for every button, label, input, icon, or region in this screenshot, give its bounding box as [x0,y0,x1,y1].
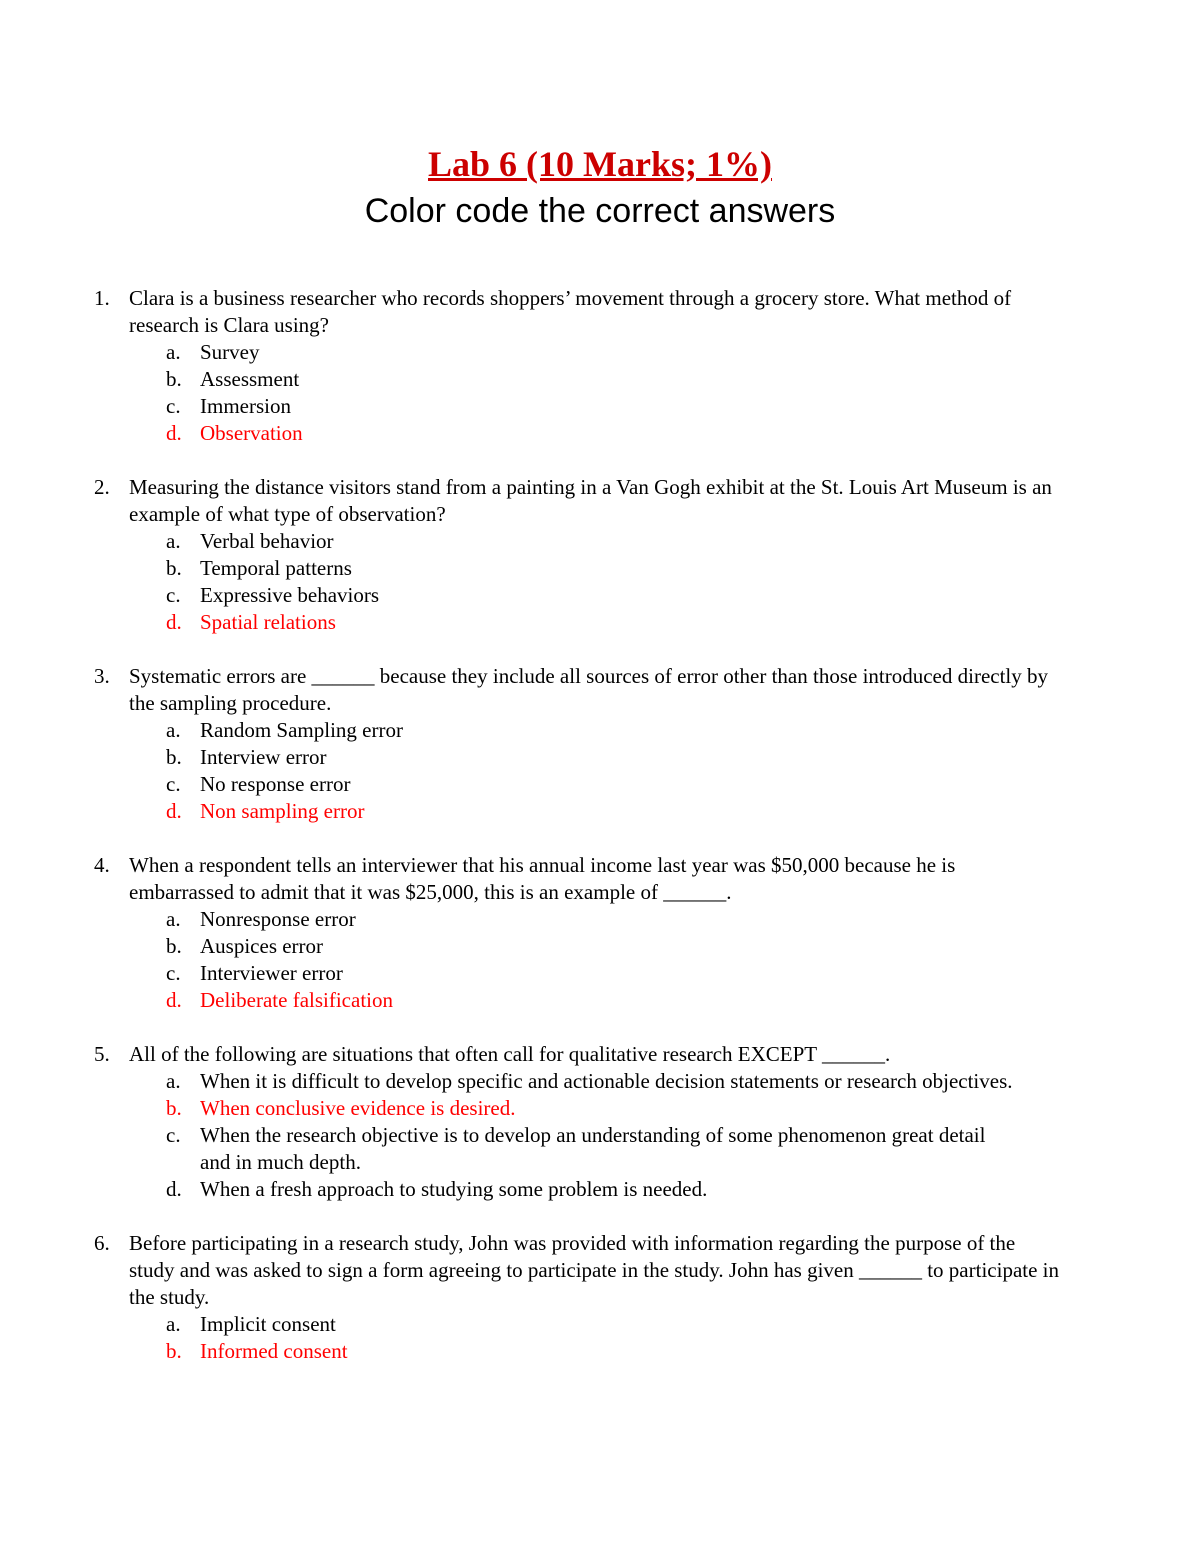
option-letter: d. [166,988,182,1012]
question-number: 6. [94,1231,110,1255]
option-letter: c. [166,394,181,418]
question-2 [0,474,1200,636]
option-a [0,1311,1200,1338]
option-text: Assessment [200,367,300,391]
question-text: Measuring the distance visitors stand from a painting in a Van Gogh exhibit at the St. Louis Art Museum is an example of what type of observation? [129,475,1052,526]
option-d-correct-answer [0,420,1200,447]
option-list [0,717,1200,825]
option-letter: a. [166,340,181,364]
option-d [0,1176,1200,1203]
option-text: Verbal behavior [200,529,334,553]
option-a [0,339,1200,366]
question-text: Clara is a business researcher who records shoppers’ movement through a grocery store. What method of research is Clara using? [129,286,1012,337]
question-list [0,285,1200,1392]
option-letter: c. [166,1123,181,1147]
question-number: 5. [94,1042,110,1066]
option-letter: a. [166,907,181,931]
option-text: Temporal patterns [200,556,352,580]
option-c [0,582,1200,609]
option-text: Interviewer error [200,961,343,985]
option-b [0,744,1200,771]
option-a [0,906,1200,933]
option-c [0,771,1200,798]
option-list [0,906,1200,1014]
option-text: Immersion [200,394,291,418]
option-text: No response error [200,772,351,796]
option-letter: b. [166,745,182,769]
question-4 [0,852,1200,1014]
option-a [0,717,1200,744]
question-5 [0,1041,1200,1203]
option-letter: b. [166,556,182,580]
option-letter: c. [166,583,181,607]
option-letter: d. [166,421,182,445]
option-text: Interview error [200,745,327,769]
question-number: 4. [94,853,110,877]
option-text: Implicit consent [200,1312,336,1336]
option-c [0,393,1200,420]
option-letter: a. [166,1069,181,1093]
option-text: Non sampling error [200,799,365,823]
option-list [0,528,1200,636]
option-letter: d. [166,610,182,634]
option-b-correct-answer [0,1095,1200,1122]
option-c [0,960,1200,987]
option-letter: d. [166,799,182,823]
page-subtitle: Color code the correct answers [364,192,836,230]
option-text: Deliberate falsification [200,988,393,1012]
option-letter: a. [166,718,181,742]
option-d-correct-answer [0,798,1200,825]
option-b [0,933,1200,960]
option-letter: b. [166,367,182,391]
option-text: Random Sampling error [200,718,403,742]
option-text: Spatial relations [200,610,336,634]
question-number: 1. [94,286,110,310]
option-letter: a. [166,529,181,553]
question-3 [0,663,1200,825]
option-list [0,1068,1200,1203]
option-text: When a fresh approach to studying some problem is needed. [200,1177,708,1201]
question-1 [0,285,1200,447]
question-number: 3. [94,664,110,688]
option-b [0,555,1200,582]
option-text: When conclusive evidence is desired. [200,1096,516,1120]
option-text: Nonresponse error [200,907,356,931]
option-c [0,1122,1200,1176]
option-text: Survey [200,340,260,364]
option-text: When it is difficult to develop specific and actionable decision statements or research objectives. [200,1069,1013,1093]
option-list [0,1311,1200,1365]
option-b-correct-answer [0,1338,1200,1365]
question-text: Systematic errors are ______ because they include all sources of error other than those introduced directly by the sampling procedure. [129,664,1049,715]
option-a [0,528,1200,555]
question-text: Before participating in a research study, John was provided with information regarding the purpose of the study and was asked to sign a form agreeing to participate in the study. John has given ______ to participate in the study. [129,1231,1060,1309]
option-text: When the research objective is to develop an understanding of some phenomenon great detail and in much depth. [200,1123,986,1174]
option-list [0,339,1200,447]
option-d-correct-answer [0,987,1200,1014]
question-6 [0,1230,1200,1365]
option-text: Observation [200,421,303,445]
option-letter: b. [166,1096,182,1120]
option-letter: c. [166,961,181,985]
option-text: Informed consent [200,1339,348,1363]
page-title: Lab 6 (10 Marks; 1%) [428,144,772,184]
option-d-correct-answer [0,609,1200,636]
question-number: 2. [94,475,110,499]
option-letter: b. [166,934,182,958]
question-text: When a respondent tells an interviewer that his annual income last year was $50,000 because he is embarrassed to admit that it was $25,000, this is an example of ______. [129,853,956,904]
option-letter: a. [166,1312,181,1336]
option-letter: c. [166,772,181,796]
option-letter: b. [166,1339,182,1363]
option-letter: d. [166,1177,182,1201]
question-text: All of the following are situations that often call for qualitative research EXCEPT ______. [129,1042,891,1066]
option-text: Auspices error [200,934,324,958]
option-a [0,1068,1200,1095]
option-text: Expressive behaviors [200,583,380,607]
option-b [0,366,1200,393]
